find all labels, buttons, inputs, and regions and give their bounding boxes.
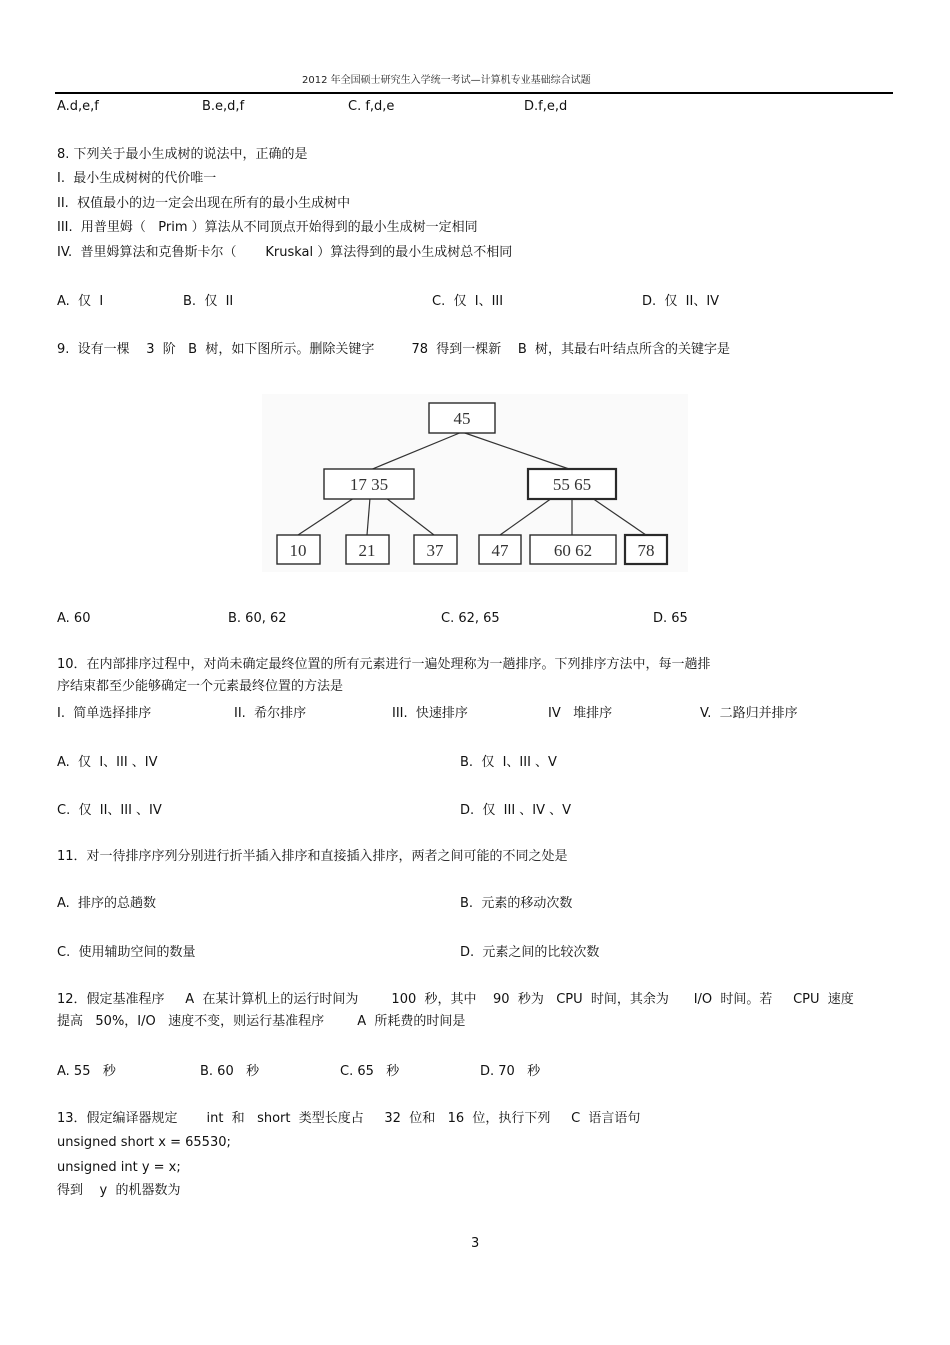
edge-right-leaf4	[500, 498, 552, 535]
b-tree-right-internal-keys: 55 65	[552, 475, 592, 494]
q7-option-c: C. f,d,e	[348, 99, 395, 114]
q8-option-b: B. 仅 II	[183, 294, 234, 309]
q7-option-a: A.d,e,f	[57, 99, 99, 114]
q12-option-b: B. 60 秒	[200, 1064, 260, 1079]
edge-root-right	[462, 432, 572, 470]
q9-stem: 9. 设有一棵 3 阶 B 树，如下图所示。删除关键字 78 得到一棵新 B 树，其最右叶结点所含的关键字是	[57, 342, 731, 357]
b-tree-figure	[262, 394, 688, 572]
q7-option-d: D.f,e,d	[524, 99, 568, 114]
b-tree-leaf-2-key: 21	[358, 541, 376, 560]
q12-option-c: C. 65 秒	[340, 1064, 400, 1079]
q10-option-c: C. 仅 II、III 、IV	[57, 803, 162, 818]
q8-option-c: C. 仅 I、III	[432, 294, 504, 309]
b-tree-leaf-3-key: 37	[426, 541, 444, 560]
q9-option-b: B. 60, 62	[228, 611, 287, 626]
q8-item-3: III. 用普里姆（ Prim ）算法从不同顶点开始得到的最小生成树一定相同	[57, 220, 478, 235]
q11-option-c: C. 使用辅助空间的数量	[57, 945, 196, 960]
q9-option-a: A. 60	[57, 611, 91, 626]
edge-left-leaf2	[367, 498, 370, 535]
q12-option-a: A. 55 秒	[57, 1064, 116, 1079]
q12-stem-line-1: 12．假定基准程序 A 在某计算机上的运行时间为 100 秒，其中 90 秒为 CPU 时间，其余为 I/O 时间。若 CPU 速度	[57, 992, 854, 1007]
edge-left-leaf1	[298, 498, 354, 535]
q8-option-a: A. 仅 I	[57, 294, 104, 309]
q13-tail: 得到 y 的机器数为	[57, 1183, 181, 1198]
q11-option-d: D. 元素之间的比较次数	[460, 945, 600, 960]
q10-option-a: A. 仅 I、III 、IV	[57, 755, 158, 770]
b-tree-leaf-4-key: 47	[491, 541, 509, 560]
edge-left-leaf3	[386, 498, 434, 535]
b-tree-root-key: 45	[453, 409, 471, 428]
q11-option-b: B. 元素的移动次数	[460, 896, 573, 911]
page-number: 3	[471, 1236, 480, 1251]
q12-option-d: D. 70 秒	[480, 1064, 541, 1079]
edge-right-leaf6	[592, 498, 646, 535]
b-tree-leaf-1-key: 10	[289, 541, 307, 560]
page-header-title: 2012 年全国硕士研究生入学统一考试—计算机专业基础综合试题	[302, 75, 591, 86]
q11-stem: 11．对一待排序序列分别进行折半插入排序和直接插入排序，两者之间可能的不同之处是	[57, 849, 568, 864]
q13-code-line-1: unsigned short x = 65530;	[57, 1135, 231, 1150]
q10-option-d: D. 仅 III 、IV 、V	[460, 803, 572, 818]
q11-option-a: A. 排序的总趟数	[57, 896, 157, 911]
q10-stem-line-1: 10．在内部排序过程中，对尚未确定最终位置的所有元素进行一遍处理称为一趟排序。下列排序方法中，每一趟排	[57, 657, 711, 672]
q9-option-c: C. 62, 65	[441, 611, 500, 626]
q8-option-d: D. 仅 II、IV	[642, 294, 720, 309]
edge-root-left	[370, 432, 462, 470]
q12-stem-line-2: 提高 50%，I/O 速度不变，则运行基准程序 A 所耗费的时间是	[57, 1014, 466, 1029]
q9-option-d: D. 65	[653, 611, 688, 626]
b-tree-diagram	[262, 394, 688, 572]
q13-stem: 13．假定编译器规定 int 和 short 类型长度占 32 位和 16 位，执行下列 C 语言语句	[57, 1111, 641, 1126]
q7-option-b: B.e,d,f	[202, 99, 245, 114]
b-tree-left-internal-keys: 17 35	[349, 475, 389, 494]
q10-stem-line-2: 序结束都至少能够确定一个元素最终位置的方法是	[57, 679, 344, 694]
q10-option-b: B. 仅 I、III 、V	[460, 755, 557, 770]
q8-item-1: I. 最小生成树树的代价唯一	[57, 171, 217, 186]
q10-item-3: III. 快速排序	[392, 706, 468, 721]
q10-item-5: V. 二路归并排序	[700, 706, 798, 721]
q10-item-2: II. 希尔排序	[234, 706, 307, 721]
q8-stem: 8. 下列关于最小生成树的说法中，正确的是	[57, 147, 308, 162]
header-rule	[55, 92, 893, 94]
q8-item-2: II. 权值最小的边一定会出现在所有的最小生成树中	[57, 196, 351, 211]
q8-item-4: IV. 普里姆算法和克鲁斯卡尔（ Kruskal ）算法得到的最小生成树总不相同	[57, 245, 513, 260]
b-tree-leaf-6-key: 78	[637, 541, 655, 560]
q13-code-line-2: unsigned int y = x;	[57, 1160, 181, 1175]
q10-item-4: IV 堆排序	[548, 706, 613, 721]
q10-item-1: I. 简单选择排序	[57, 706, 152, 721]
b-tree-leaf-5-keys: 60 62	[553, 541, 593, 560]
